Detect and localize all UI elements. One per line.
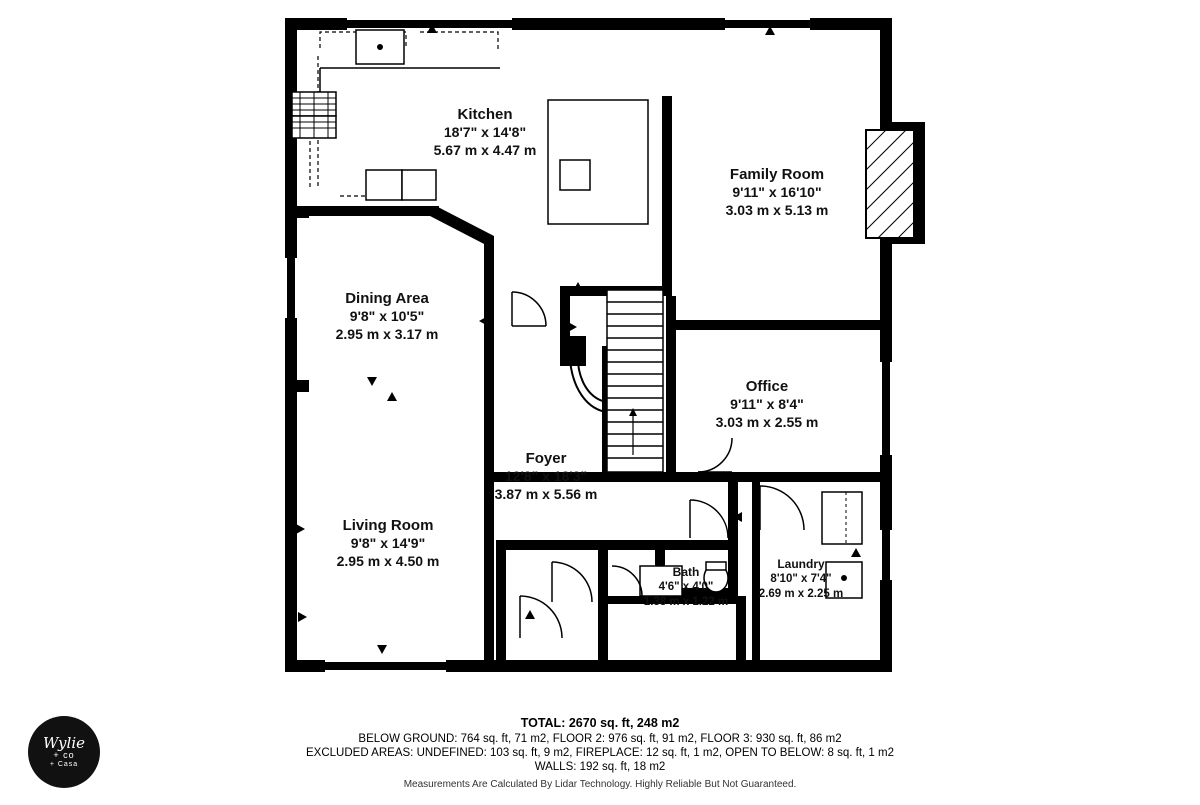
room-label-office	[716, 377, 819, 432]
walls-area: WALLS: 192 sq. ft, 18 m2	[534, 761, 666, 773]
room-name-family-room: Family Room	[729, 166, 825, 183]
room-label-dining-area	[336, 289, 439, 344]
total-area-summary: TOTAL: 2670 sq. ft, 248 m2	[520, 716, 680, 730]
room-dim-m-living-room: 2.95 m x 4.50 m	[336, 553, 440, 570]
excluded-areas-breakdown: EXCLUDED AREAS: UNDEFINED: 103 sq. ft, 9 m2, FIREPLACE: 12 sq. ft, 1 m2, OPEN TO BELOW: 8 sq. ft, 1 m2	[306, 747, 894, 759]
room-dim-ft-bath: 4'6" x 4'0"	[658, 581, 714, 594]
room-label-living-room	[337, 516, 440, 571]
fireplace	[866, 130, 914, 238]
room-dim-m-laundry: 2.69 m x 2.25 m	[758, 588, 844, 601]
room-name-dining-area: Dining Area	[345, 290, 429, 307]
room-dim-m-office: 3.03 m x 2.55 m	[715, 414, 819, 431]
room-dim-m-foyer: 3.87 m x 5.56 m	[494, 486, 598, 503]
room-dim-m-bath: 1.38 m x 1.22 m	[643, 596, 729, 609]
room-label-laundry	[759, 557, 843, 602]
room-name-living-room: Living Room	[342, 517, 434, 534]
staircase	[607, 290, 663, 472]
room-dim-ft-kitchen: 18'7" x 14'8"	[443, 124, 527, 141]
room-dim-ft-family-room: 9'11" x 16'10"	[732, 184, 822, 201]
room-dim-m-dining-area: 2.95 m x 3.17 m	[335, 326, 439, 343]
logo-line-2: + co	[53, 750, 75, 761]
room-dim-ft-office: 9'11" x 8'4"	[730, 396, 804, 413]
room-label-bath	[644, 565, 728, 610]
stair-landing	[570, 338, 578, 350]
room-label-kitchen	[434, 105, 537, 160]
room-name-bath: Bath	[672, 565, 700, 579]
room-label-family-room	[726, 165, 829, 220]
measurement-disclaimer: Measurements Are Calculated By Lidar Technology. Highly Reliable But Not Guaranteed.	[403, 779, 797, 790]
room-dim-m-kitchen: 5.67 m x 4.47 m	[433, 142, 537, 159]
room-name-office: Office	[745, 378, 789, 395]
room-dim-ft-dining-area: 9'8" x 10'5"	[349, 308, 425, 325]
logo-line-1: Wylie	[42, 733, 86, 752]
room-name-laundry: Laundry	[777, 557, 825, 571]
room-name-foyer: Foyer	[525, 450, 567, 467]
room-dim-m-family-room: 3.03 m x 5.13 m	[725, 202, 829, 219]
room-name-kitchen: Kitchen	[457, 106, 513, 123]
floor-area-breakdown: BELOW GROUND: 764 sq. ft, 71 m2, FLOOR 2: 976 sq. ft, 91 m2, FLOOR 3: 930 sq. ft, 86 m2	[358, 733, 842, 745]
room-dim-ft-foyer: 12'8" x 18'3"	[504, 468, 588, 485]
room-label-foyer	[495, 449, 598, 504]
room-dim-ft-laundry: 8'10" x 7'4"	[770, 573, 832, 586]
logo-line-3: + Casa	[49, 760, 79, 768]
company-logo	[28, 716, 100, 788]
room-dim-ft-living-room: 9'8" x 14'9"	[350, 535, 426, 552]
